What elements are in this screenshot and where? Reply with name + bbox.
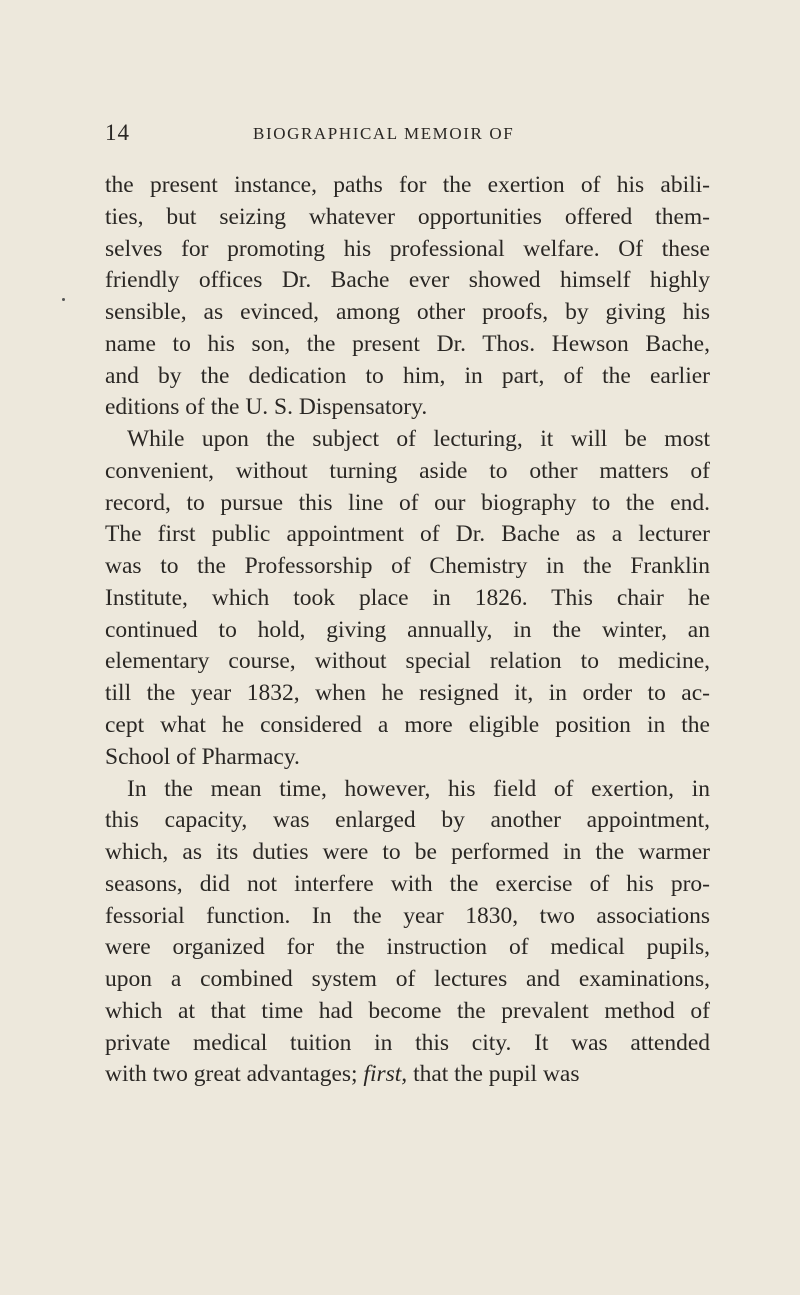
text-line: till the year 1832, when he resigned it, in order to ac- [105, 680, 710, 707]
text-line: record, to pursue this line of our biography to the end. [105, 489, 710, 516]
page-header [105, 120, 710, 150]
text-line: and by the dedication to him, in part, of the earlier [105, 362, 710, 389]
text-line: were organized for the instruction of medical pupils, [105, 934, 710, 961]
text-line: In the mean time, however, his field of exertion, in [127, 775, 710, 802]
text-line: selves for promoting his professional welfare. Of these [105, 235, 710, 262]
text-line: private medical tuition in this city. It was attended [105, 1029, 710, 1056]
text-line: the present instance, paths for the exertion of his abili- [105, 172, 710, 198]
text-line: editions of the U. S. Dispensatory. [105, 394, 428, 421]
text-line: upon a combined system of lectures and examinations, [105, 966, 710, 993]
body-text [105, 170, 710, 1091]
text-line: convenient, without turning aside to other matters of [105, 457, 710, 484]
text-line: seasons, did not interfere with the exercise of his pro- [105, 870, 710, 897]
text-line: School of Pharmacy. [105, 743, 300, 770]
text-line: cept what he considered a more eligible position in the [105, 712, 710, 739]
text-line: The first public appointment of Dr. Bache as a lecturer [105, 521, 710, 548]
text-line-final [105, 1059, 710, 1091]
text-line: was to the Professorship of Chemistry in the Franklin [105, 553, 710, 580]
running-head: BIOGRAPHICAL MEMOIR OF [253, 124, 515, 143]
final-line-before: with two great advantages; [105, 1061, 364, 1088]
final-line-after: that the pupil was [407, 1061, 580, 1088]
text-line: elementary course, without special relation to medicine, [105, 648, 710, 675]
text-line: ties, but seizing whatever opportunities offered them- [105, 203, 710, 230]
text-line: this capacity, was enlarged by another appointment, [105, 807, 710, 834]
margin-speck [62, 298, 65, 301]
text-line: Institute, which took place in 1826. This chair he [105, 584, 710, 611]
text-line: fessorial function. In the year 1830, two associations [105, 902, 710, 929]
text-line: which at that time had become the prevalent method of [105, 997, 710, 1024]
text-line: friendly offices Dr. Bache ever showed himself highly [105, 267, 710, 294]
text-line: While upon the subject of lecturing, it will be most [127, 426, 710, 453]
text-line: which, as its duties were to be performed in the warmer [105, 839, 710, 866]
page-number: 14 [105, 120, 130, 145]
text-line: sensible, as evinced, among other proofs, by giving his [105, 299, 710, 326]
emphasized-word: first, [363, 1061, 408, 1088]
text-line: continued to hold, giving annually, in the winter, an [105, 616, 710, 643]
text-line: name to his son, the present Dr. Thos. Hewson Bache, [105, 330, 710, 357]
